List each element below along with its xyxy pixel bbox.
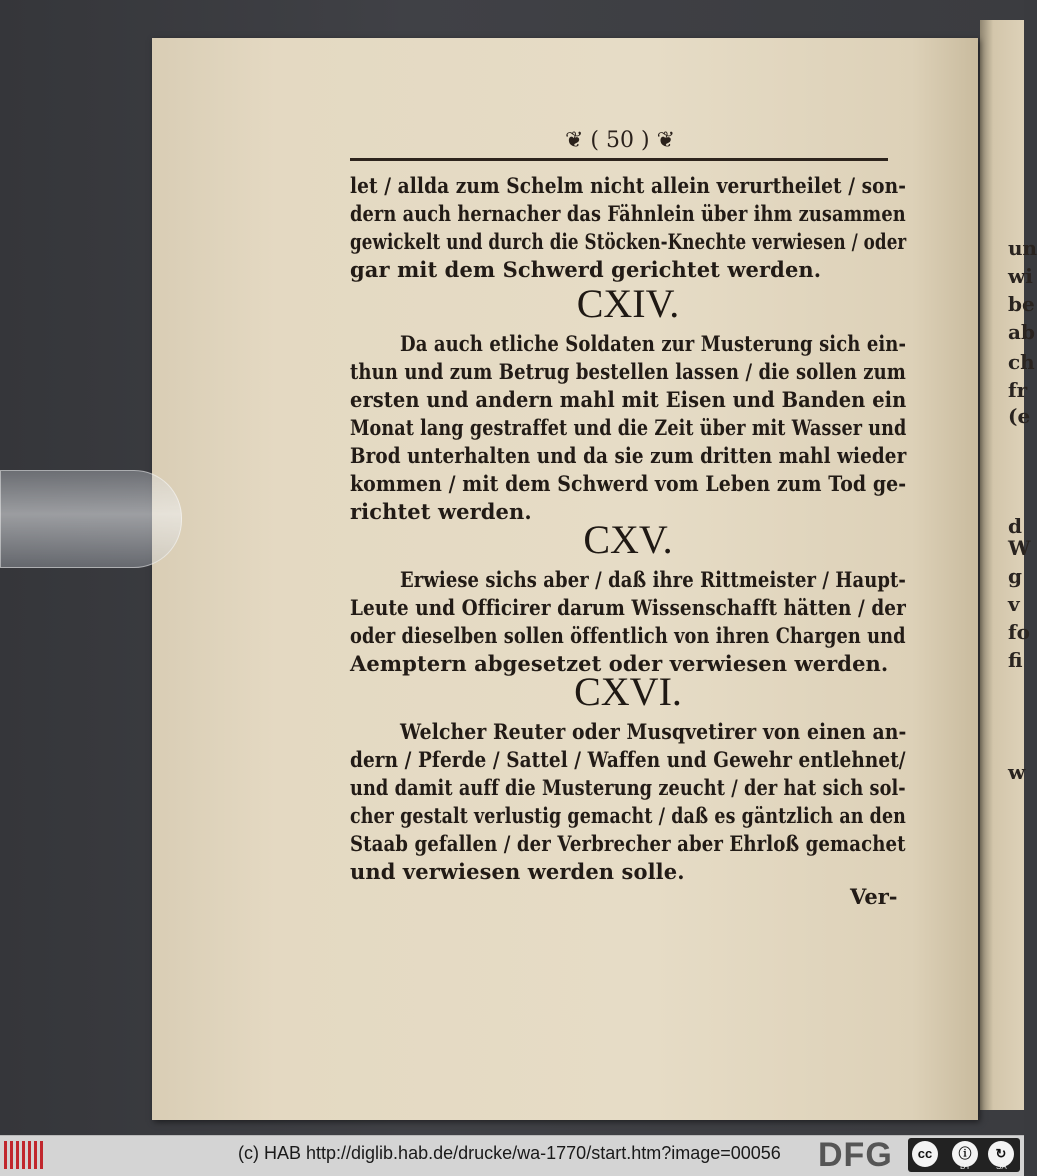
cc-license-badge[interactable] xyxy=(908,1138,1020,1172)
text-line: kommen / mit dem Schwerd vom Leben zum Tod ge- xyxy=(350,471,907,496)
text-line: gar mit dem Schwerd gerichtet werden. xyxy=(350,257,822,282)
sa-icon: ↻ xyxy=(988,1141,1014,1167)
text-line: Staab gefallen / der Verbrecher aber Ehrloß gemachet xyxy=(350,831,906,856)
section-heading: CXVI. xyxy=(574,669,682,714)
by-label: BY xyxy=(960,1162,971,1171)
text-line: richtet werden. xyxy=(350,499,532,524)
text-line: gewickelt und durch die Stöcken-Knechte verwiesen / oder xyxy=(350,229,907,254)
header-rule xyxy=(350,158,888,161)
text-line: Da auch etliche Soldaten zur Musterung sich ein- xyxy=(400,331,907,356)
page-clip xyxy=(0,470,182,568)
hab-barcode-icon xyxy=(4,1141,44,1169)
text-line: ersten und andern mahl mit Eisen und Banden ein xyxy=(350,387,907,412)
sa-label: SA xyxy=(996,1162,1007,1171)
next-page-fragment: W xyxy=(1008,536,1031,560)
cc-icon: cc xyxy=(912,1141,938,1167)
text-line: dern / Pferde / Sattel / Waffen und Gewehr entlehnet/ xyxy=(350,747,906,772)
section-heading: CXIV. xyxy=(576,281,680,326)
by-icon: ⓘ xyxy=(952,1141,978,1167)
text-line: Welcher Reuter oder Musqvetirer von einen an- xyxy=(400,719,907,744)
next-page-fragment: fr xyxy=(1008,378,1028,402)
text-line: Leute und Officirer darum Wissenschafft hätten / der xyxy=(350,595,906,620)
text-line: Brod unterhalten und da sie zum dritten mahl wieder xyxy=(350,443,907,468)
text-line: dern auch hernacher das Fähnlein über ihm zusammen xyxy=(350,201,906,226)
section-heading: CXV. xyxy=(583,517,673,562)
text-line: Monat lang gestraffet und die Zeit über mit Wasser und xyxy=(350,415,907,440)
copyright-link[interactable]: (c) HAB http://diglib.hab.de/drucke/wa-1770/start.htm?image=00056 xyxy=(238,1143,781,1163)
next-page-fragment: un xyxy=(1008,236,1037,260)
text-line: Erwiese sichs aber / daß ihre Rittmeister / Haupt- xyxy=(400,567,906,592)
text-line: let / allda zum Schelm nicht allein verurtheilet / son- xyxy=(350,173,907,198)
next-page-fragment: (e xyxy=(1008,404,1031,428)
next-page-fragment: v xyxy=(1008,592,1020,616)
next-page-fragment: be xyxy=(1008,292,1035,316)
next-page-fragment: w xyxy=(1008,760,1026,784)
next-page-fragment: g xyxy=(1008,564,1022,588)
next-page-fragment: fo xyxy=(1008,620,1030,644)
catchword: Ver- xyxy=(850,884,898,909)
next-page-fragment: wi xyxy=(1008,264,1033,288)
next-page-fragment: d xyxy=(1008,514,1022,538)
text-line: oder dieselben sollen öffentlich von ihren Chargen und xyxy=(350,623,906,648)
text-line: und verwiesen werden solle. xyxy=(350,859,685,884)
next-page-fragment: ch xyxy=(1008,350,1035,374)
text-line: cher gestalt verlustig gemacht / daß es gäntzlich an den xyxy=(350,803,906,828)
text-line: und damit auff die Musterung zeucht / der hat sich sol- xyxy=(350,775,906,800)
dfg-logo[interactable]: DFG xyxy=(818,1136,893,1174)
text-line: thun und zum Betrug bestellen lassen / die sollen zum xyxy=(350,359,906,384)
text-line: Aemptern abgesetzet oder verwiesen werden. xyxy=(350,651,889,676)
next-page-fragment: fi xyxy=(1008,648,1023,672)
running-head: ❦ ( 50 ) ❦ xyxy=(565,128,675,153)
next-page-fragment: ab xyxy=(1008,320,1035,344)
